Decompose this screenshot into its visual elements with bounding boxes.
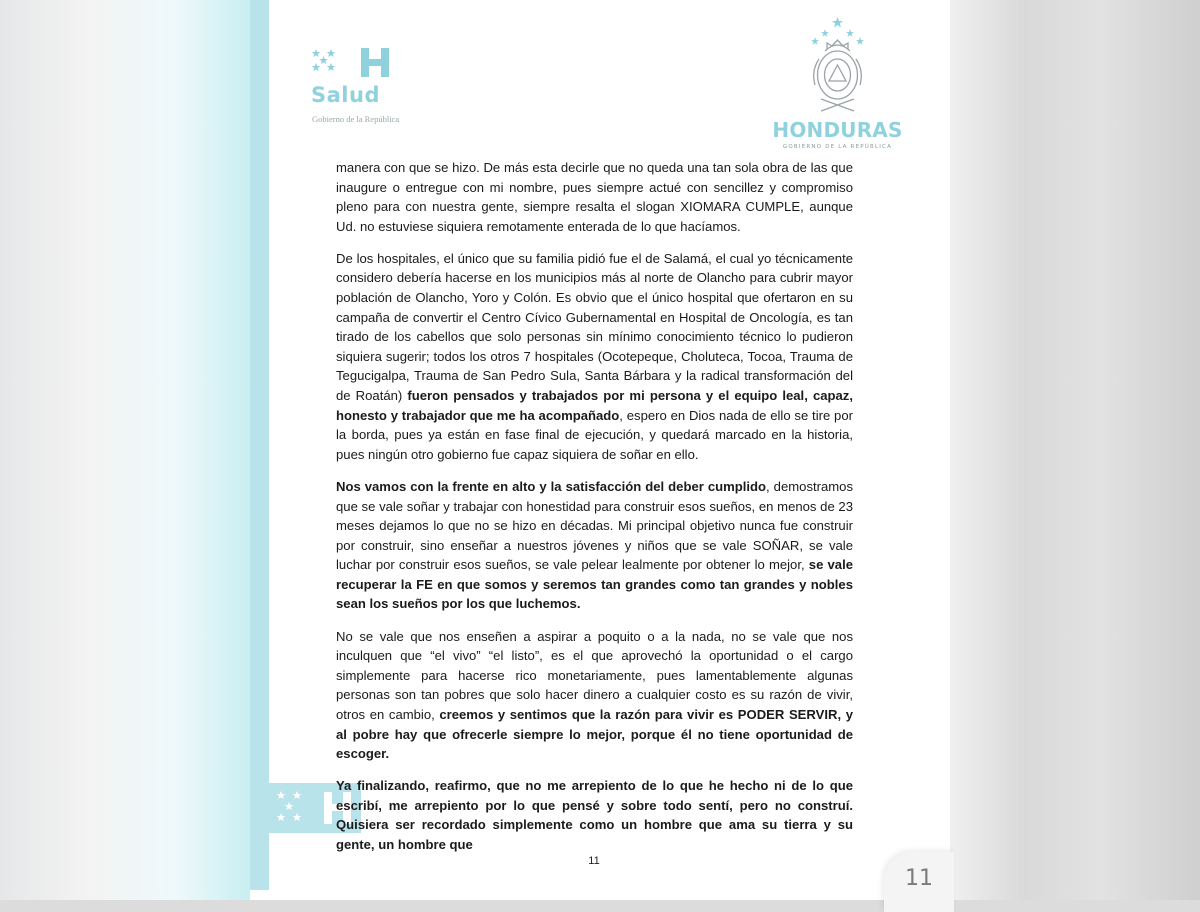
text-run: No se vale que nos enseñen a aspirar a poquito o a la nada, no se vale que nos inculquen que “el vivo” “el listo”, es el que aprovechó la oportunidad o el cargo simplemente para hacerse rico monetariamente, pues lamentablemente algunas personas son tan pobres que solo hacer dinero a cualquier costo es su razón de vivir, otros en cambio, xyxy=(336,628,853,722)
bold-text-run: Ya finalizando, reafirmo, que no me arrepiento de lo que he hecho ni de lo que escribí, me arrepiento por lo que pensé y sobre todo sentí, pero no construí. Quisiera ser recordado simplemente como un hombre que ama su tierra y su gente, un hombre que xyxy=(336,778,853,852)
text-run: , demostramos que se vale soñar y trabajar con honestidad para construir esos sueños, en menos de 23 meses dejamos lo que no se hizo en décadas. Mi principal objetivo nunca fue construir por construir, sino enseñar a nuestros jóvenes y niños que se vale SOÑAR, se vale luchar por construir esos sueños, se vale pelear lealmente por obtener lo mejor, xyxy=(336,478,854,573)
viewer-backdrop-right xyxy=(950,0,1200,900)
letter-body xyxy=(336,158,853,867)
text-run: , espero en Dios nada de ello se tire por la borda, pues ya están en fase final de ejecución, y quedará marcado en la historia, pues ningún otro gobierno fue capaz siquiera de soñar en ello. xyxy=(336,407,853,462)
salud-h-icon xyxy=(310,45,392,79)
document-page xyxy=(250,0,950,900)
paragraph xyxy=(336,249,853,465)
bold-text-run: fueron pensados y trabajados por mi persona y el equipo leal, capaz, honesto y trabajador que me ha acompañado xyxy=(336,388,853,423)
paragraph xyxy=(336,158,853,236)
honduras-coat-of-arms-icon xyxy=(765,15,910,115)
salud-logo-word: Salud xyxy=(311,83,380,107)
salud-logo xyxy=(310,45,450,125)
viewer-page-indicator xyxy=(884,852,954,912)
viewer-page-indicator-label: 11 xyxy=(905,866,933,891)
salud-logo-subtitle: Gobierno de la República xyxy=(312,114,400,124)
page-number: 11 xyxy=(588,855,600,867)
bold-text-run: Nos vamos con la frente en alto y la satisfacción del deber cumplido xyxy=(336,478,767,494)
bold-text-run: creemos y sentimos que la razón para vivir es PODER SERVIR, y al pobre hay que ofrecerle siempre lo mejor, porque él no tiene oportunidad de escoger. xyxy=(336,706,853,762)
honduras-logo-word: HONDURAS xyxy=(772,118,903,142)
left-brand-stripe xyxy=(250,0,269,890)
text-run: manera con que se hizo. De más esta decirle que no queda una tan sola obra de las que inaugure o entregue con mi nombre, pues siempre actué con sencillez y compromiso pleno para con nuestra gente, siempre resalta el slogan XIOMARA CUMPLE, aunque Ud. no estuviese siquiera remotamente enterada de lo que hacíamos. xyxy=(336,160,853,234)
honduras-logo xyxy=(765,15,910,155)
paragraph xyxy=(336,776,853,854)
bold-text-run: se vale recuperar la FE en que somos y seremos tan grandes como tan grandes y nobles sean los sueños por los que luchemos. xyxy=(336,557,854,612)
viewer-backdrop-left xyxy=(0,0,250,900)
text-run: De los hospitales, el único que su familia pidió fue el de Salamá, el cual yo técnicamente considero debería hacerse en los municipios más al norte de Olancho para cubrir mayor población de Olancho, Yoro y Colón. Es obvio que el único hospital que ofertaron en su campaña de convertir el Centro Cívico Gubernamental en Hospital de Oncología, es tan tirado de los cabellos que solo personas sin mínimo conocimiento técnico lo pudieron siquiera sugerir; todos los otros 7 hospitales (Ocotepeque, Choluteca, Tocoa, Trauma de Tegucigalpa, Trauma de San Pedro Sula, Santa Bárbara y la radical transformación del de Roatán) xyxy=(336,250,853,404)
paragraph xyxy=(336,477,853,614)
honduras-logo-subtitle: GOBIERNO DE LA REPÚBLICA xyxy=(782,144,893,150)
paragraph xyxy=(336,627,853,764)
